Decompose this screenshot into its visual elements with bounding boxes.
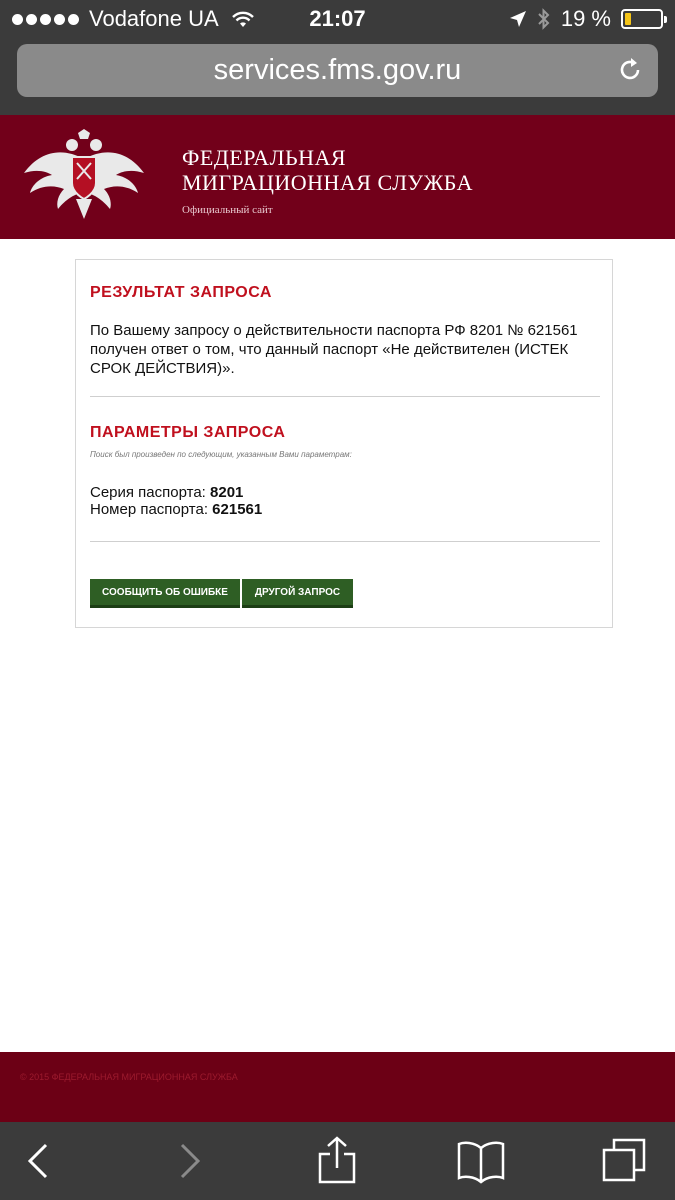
bookmarks-icon[interactable] bbox=[456, 1136, 506, 1186]
reload-icon[interactable] bbox=[616, 56, 644, 84]
other-request-button[interactable]: ДРУГОЙ ЗАПРОС bbox=[242, 579, 353, 608]
divider bbox=[90, 541, 600, 542]
site-subtitle: Официальный сайт bbox=[182, 204, 273, 216]
site-title-line1: ФЕДЕРАЛЬНАЯ bbox=[182, 145, 347, 170]
result-card bbox=[75, 259, 613, 628]
site-title-line2: МИГРАЦИОННАЯ СЛУЖБА bbox=[182, 170, 474, 195]
tabs-icon[interactable] bbox=[600, 1136, 650, 1186]
url-text: services.fms.gov.ru bbox=[213, 54, 462, 86]
status-time: 21:07 bbox=[309, 6, 366, 31]
status-right bbox=[509, 6, 663, 32]
site-title[interactable] bbox=[182, 145, 473, 195]
status-bar bbox=[0, 0, 675, 38]
number-label: Номер паспорта: bbox=[90, 501, 208, 518]
param-series bbox=[90, 484, 243, 501]
series-value: 8201 bbox=[210, 484, 244, 501]
location-arrow-icon bbox=[509, 10, 527, 28]
browser-toolbar bbox=[0, 1122, 675, 1200]
footer-copyright: © 2015 ФЕДЕРАЛЬНАЯ МИГРАЦИОННАЯ СЛУЖБА bbox=[20, 1072, 238, 1082]
back-icon[interactable] bbox=[14, 1136, 64, 1186]
result-heading: РЕЗУЛЬТАТ ЗАПРОСА bbox=[90, 284, 272, 301]
divider bbox=[90, 396, 600, 397]
address-bar[interactable] bbox=[17, 44, 658, 97]
params-note: Поиск был произведен по следующим, указанным Вами параметрам: bbox=[90, 450, 352, 459]
battery-percent: 19 % bbox=[560, 6, 611, 31]
params-heading: ПАРАМЕТРЫ ЗАПРОСА bbox=[90, 424, 286, 441]
number-value: 621561 bbox=[212, 501, 263, 518]
site-footer bbox=[0, 1052, 675, 1122]
series-label: Серия паспорта: bbox=[90, 484, 206, 501]
site-header bbox=[0, 115, 675, 239]
battery-icon bbox=[621, 9, 663, 29]
bluetooth-icon bbox=[537, 8, 551, 30]
report-error-button[interactable]: СООБЩИТЬ ОБ ОШИБКЕ bbox=[90, 579, 240, 608]
result-message: По Вашему запросу о действительности паспорта РФ 8201 № 621561 получен ответ о том, что данный паспорт «Не действителен (ИСТЕК СРОК ДЕЙСТВИЯ)». bbox=[90, 322, 578, 377]
carrier-name: Vodafone UA bbox=[89, 6, 219, 31]
double-headed-eagle-emblem[interactable] bbox=[22, 129, 146, 221]
forward-icon[interactable] bbox=[164, 1136, 214, 1186]
browser-chrome-top bbox=[0, 0, 675, 115]
share-icon[interactable] bbox=[312, 1136, 362, 1186]
param-number bbox=[90, 501, 262, 518]
